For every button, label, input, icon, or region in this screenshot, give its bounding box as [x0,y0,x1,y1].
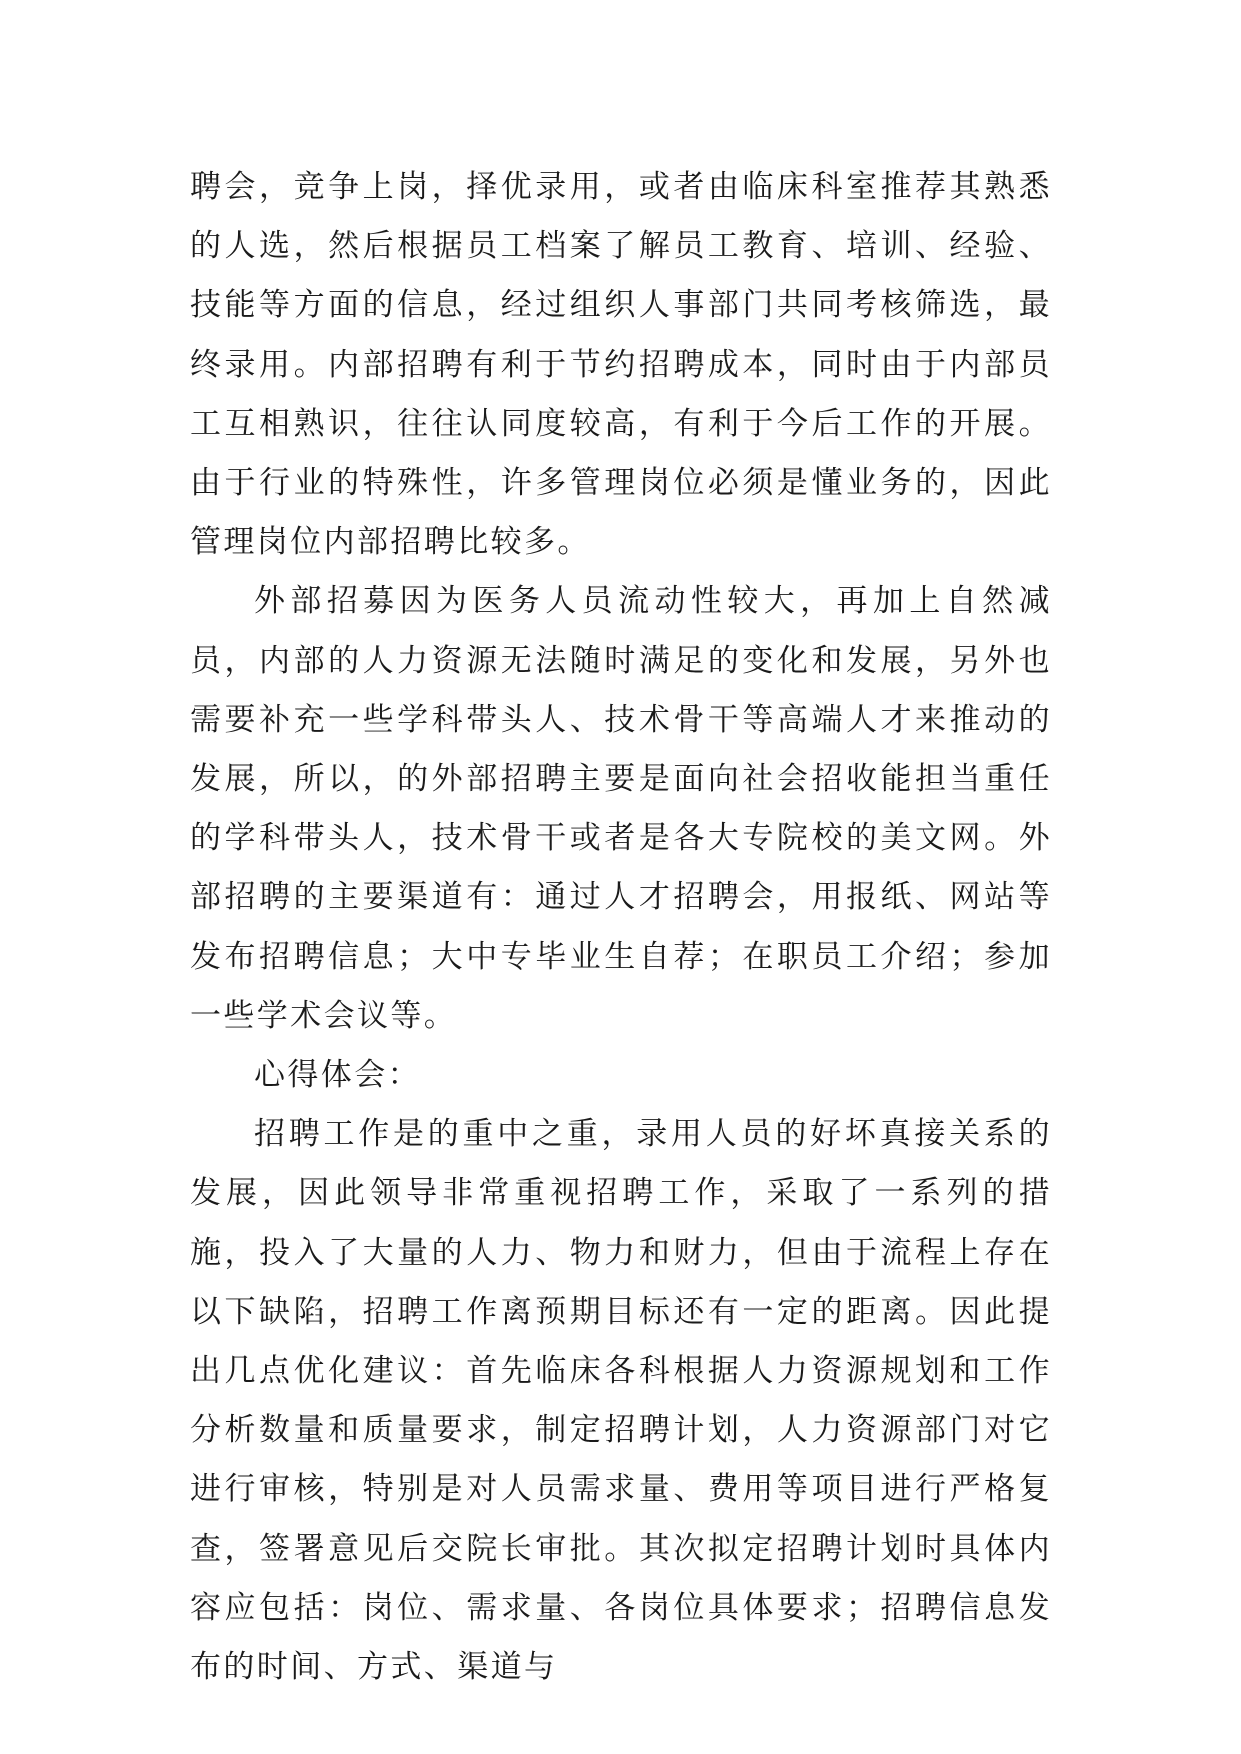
paragraph-reflections-body: 招聘工作是的重中之重，录用人员的好坏真接关系的发展，因此领导非常重视招聘工作，采取了一系列的措施，投入了大量的人力、物力和财力，但由于流程上存在以下缺陷，招聘工作离预期目标还有一定的距离。因此提出几点优化建议：首先临床各科根据人力资源规划和工作分析数量和质量要求，制定招聘计划，人力资源部门对它进行审核，特别是对人员需求量、费用等项目进行严格复查，签署意见后交院长审批。其次拟定招聘计划时具体内容应包括：岗位、需求量、各岗位具体要求；招聘信息发布的时间、方式、渠道与 [190,1116,1052,1686]
body-text [190,158,1052,1697]
paragraph-external-recruitment: 外部招募因为医务人员流动性较大，再加上自然减员，内部的人力资源无法随时满足的变化和发展，另外也需要补充一些学科带头人、技术骨干等高端人才来推动的发展，所以，的外部招聘主要是面向社会招收能担当重任的学科带头人，技术骨干或者是各大专院校的美文网。外部招聘的主要渠道有：通过人才招聘会，用报纸、网站等发布招聘信息；大中专毕业生自荐；在职员工介绍；参加一些学术会议等。 [190,583,1052,1034]
paragraph-internal-recruitment: 聘会，竞争上岗，择优录用，或者由临床科室推荐其熟悉的人选，然后根据员工档案了解员工教育、培训、经验、技能等方面的信息，经过组织人事部门共同考核筛选，最终录用。内部招聘有利于节约招聘成本，同时由于内部员工互相熟识，往往认同度较高，有利于今后工作的开展。由于行业的特殊性，许多管理岗位必须是懂业务的，因此管理岗位内部招聘比较多。 [190,169,1052,561]
paragraph-heading-reflections: 心得体会： [254,1057,421,1094]
